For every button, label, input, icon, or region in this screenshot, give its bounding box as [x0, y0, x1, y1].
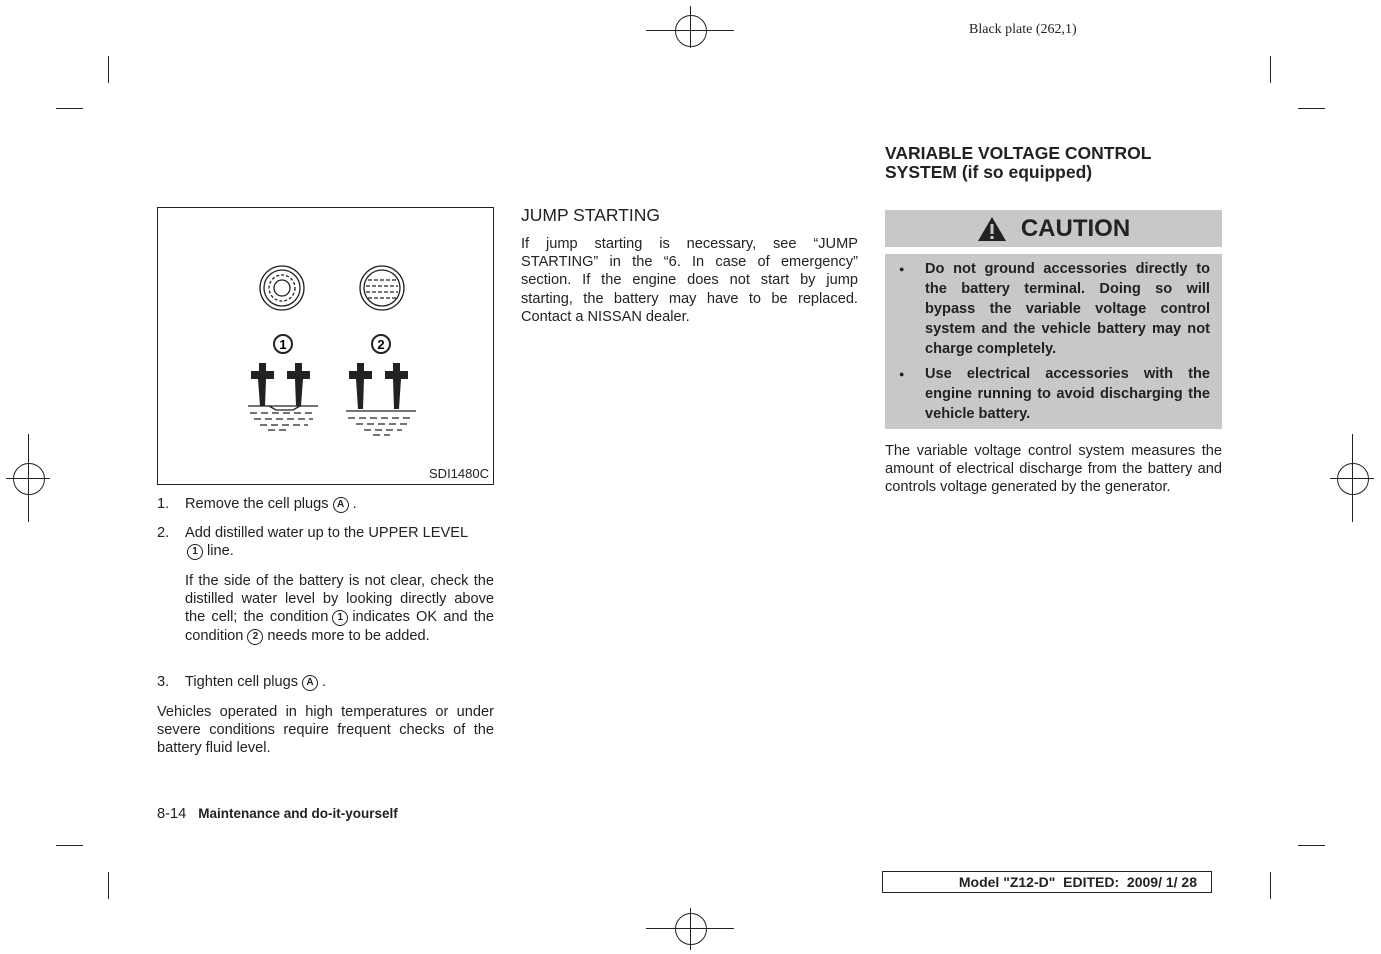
- caution-bullet: [885, 259, 1222, 359]
- battery-illustration: [158, 208, 493, 484]
- crop-mark: [108, 56, 109, 83]
- figure-label-1: 1: [279, 337, 287, 352]
- heading-line: VARIABLE VOLTAGE CONTROL: [885, 143, 1152, 163]
- step-text: Add distilled water up to the UPPER LEVEL: [185, 525, 469, 541]
- level-note: [185, 572, 494, 645]
- crop-mark: [108, 872, 109, 899]
- vvcs-description: The variable voltage control system measures the amount of electrical discharge from the battery and controls voltage generated by the generator.: [885, 443, 1222, 496]
- jump-starting-heading: JUMP STARTING: [521, 205, 661, 225]
- step-text-end: .: [322, 674, 327, 690]
- crop-mark: [1270, 56, 1271, 83]
- step-text: Remove the cell plugs: [185, 496, 329, 512]
- warning-triangle-icon: [977, 216, 1007, 242]
- marker-a-icon: A: [333, 497, 349, 513]
- battery-figure: [157, 207, 494, 485]
- note-text: indicates OK and the condition: [185, 609, 494, 644]
- registration-circle: [675, 15, 707, 47]
- section-heading: [885, 144, 1151, 182]
- bullet-icon: ●: [899, 369, 905, 379]
- caution-body: [885, 254, 1222, 429]
- marker-2-icon: 2: [247, 629, 263, 645]
- caution-bullet: [885, 364, 1222, 424]
- note-text: If the side of the battery is not clear, check the distilled water level by looking directly above the cell; the condition: [185, 573, 494, 626]
- heading-line: SYSTEM (if so equipped): [885, 162, 1093, 182]
- crop-mark: [1298, 845, 1325, 846]
- jump-starting-text: If jump starting is necessary, see “JUMP STARTING” in the “6. In case of emergency” section. If the engine does not start by jump starting, the battery may have to be replaced. Contact a NISSAN dealer.: [521, 236, 858, 325]
- model-edit-box: Model "Z12-D" EDITED: 2009/ 1/ 28: [882, 871, 1212, 893]
- crop-mark: [56, 108, 83, 109]
- step-2: [157, 524, 494, 560]
- page-number: 8-14: [157, 806, 187, 822]
- step-3: [157, 673, 494, 691]
- step-number: 3.: [157, 674, 170, 690]
- bullet-icon: ●: [899, 264, 905, 274]
- closing-paragraph: Vehicles operated in high temperatures or under severe conditions require frequent checks of the battery fluid level.: [157, 704, 494, 757]
- crop-mark: [56, 845, 83, 846]
- note-text: needs more to be added.: [267, 627, 430, 644]
- step-number: 2.: [157, 525, 170, 541]
- marker-a-icon: A: [302, 675, 318, 691]
- crop-mark: [1270, 872, 1271, 899]
- marker-1-icon: 1: [332, 610, 348, 626]
- step-text-end: .: [352, 496, 357, 512]
- figure-code: SDI1480C: [429, 466, 489, 481]
- caution-text: Use electrical accessories with the engine running to avoid discharging the vehicle battery.: [925, 366, 1210, 422]
- step-text: Tighten cell plugs: [185, 674, 299, 690]
- plate-label: Black plate (262,1): [969, 22, 1077, 37]
- step-text-end: line.: [207, 543, 234, 560]
- step-1: [157, 495, 494, 513]
- crop-mark: [1298, 108, 1325, 109]
- page-footer: [157, 806, 398, 822]
- registration-circle: [675, 913, 707, 945]
- caution-header: [885, 210, 1222, 247]
- registration-circle: [13, 463, 45, 495]
- figure-label-2: 2: [377, 337, 385, 352]
- registration-circle: [1337, 463, 1369, 495]
- section-name: Maintenance and do-it-yourself: [198, 806, 398, 821]
- caution-text: Do not ground accessories directly to the battery terminal. Doing so will bypass the variable voltage control system and the vehicle battery may not charge completely.: [925, 261, 1210, 357]
- caution-label: CAUTION: [1020, 214, 1131, 242]
- marker-1-icon: 1: [187, 544, 203, 560]
- step-number: 1.: [157, 496, 170, 512]
